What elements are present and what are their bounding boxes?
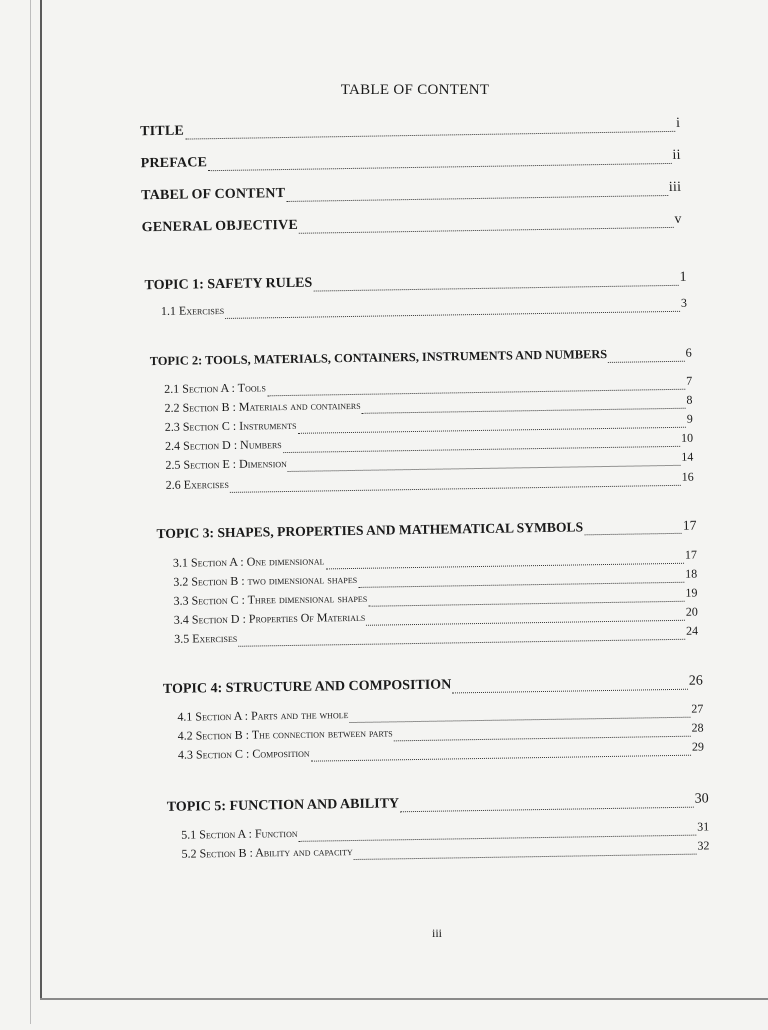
toc-section-label: 2.1 Section A : Tools <box>164 380 267 396</box>
toc-section-label: 2.5 Section E : Dimension <box>165 456 287 472</box>
toc-entry-label: GENERAL OBJECTIVE <box>141 217 299 236</box>
toc-section-label: 2.6 Exercises <box>165 476 229 492</box>
toc-entry-page: ii <box>672 147 681 163</box>
toc-section-label: 3.2 Section B : two dimensional shapes <box>173 571 358 589</box>
toc-section-label: 1.1 Exercises <box>160 302 225 318</box>
toc-topic-1 <box>144 270 686 299</box>
toc-section-label: 2.3 Section C : Instruments <box>164 417 297 434</box>
toc-section-label: 4.2 Section B : The connection between parts <box>177 725 393 743</box>
leader-dots <box>185 131 675 140</box>
toc-section-label: 3.5 Exercises <box>174 630 238 646</box>
toc-section-page: 16 <box>681 469 694 484</box>
leader-dots <box>238 639 685 647</box>
toc-section-page: 3 <box>680 295 688 310</box>
toc-section-page: 17 <box>684 547 698 562</box>
toc-topic-page: 1 <box>679 269 687 285</box>
toc-section-label: 4.3 Section C : Composition <box>177 745 310 762</box>
leader-dots <box>608 361 684 363</box>
toc-entry-page: v <box>674 211 682 227</box>
toc-section-page: 28 <box>691 720 704 735</box>
page-title: TABLE OF CONTENT <box>340 82 490 98</box>
leader-dots <box>354 854 697 860</box>
toc-section-label: 4.1 Section A : Parts and the whole <box>177 707 349 724</box>
toc-entry-title <box>140 116 680 144</box>
toc-entry-table-of-content <box>141 180 681 208</box>
toc-section-page: 9 <box>686 411 693 426</box>
leader-dots <box>299 227 673 234</box>
toc-topic-page: 6 <box>685 345 692 360</box>
toc-section-label: 3.3 Section C : Three dimensional shapes <box>173 590 368 608</box>
leader-dots <box>400 807 694 813</box>
toc-section-page: 32 <box>697 838 710 853</box>
leader-dots <box>286 195 668 202</box>
toc-entry-label: PREFACE <box>140 155 208 172</box>
leader-dots <box>452 689 688 694</box>
toc-topic-5 <box>167 791 709 820</box>
toc-section-label: 2.4 Section D : Numbers <box>165 437 282 453</box>
toc-entry-label: TABEL OF CONTENT <box>141 186 286 204</box>
toc-topic-4 <box>163 674 703 702</box>
toc-entry-general-objective <box>142 212 682 240</box>
toc-topic-page: 26 <box>688 673 703 689</box>
toc-section-1-1 <box>161 296 687 324</box>
toc-topic-3 <box>156 518 696 546</box>
toc-section-label: 3.1 Section A : One dimensional <box>172 553 325 570</box>
toc-section-page: 19 <box>685 585 698 600</box>
leader-dots <box>208 163 671 171</box>
toc-section-page: 29 <box>691 739 705 754</box>
toc-section-page: 14 <box>681 449 694 464</box>
toc-topic-label: TOPIC 1: SAFETY RULES <box>144 275 313 294</box>
leader-dots <box>225 311 680 319</box>
toc-section-label: 5.1 Section A : Function <box>181 825 298 842</box>
leader-dots <box>311 755 691 762</box>
toc-section-page: 27 <box>691 701 704 716</box>
toc-section-page: 10 <box>680 430 694 445</box>
toc-topic-label: TOPIC 5: FUNCTION AND ABILITY <box>166 796 400 815</box>
toc-section-label: 5.2 Section B : Ability and capacity <box>181 844 353 861</box>
toc-section-page: 18 <box>685 566 698 581</box>
toc-entry-preface <box>141 148 681 176</box>
leader-dots <box>584 533 682 536</box>
toc-entry-label: TITLE <box>140 123 185 140</box>
toc-topic-label: TOPIC 3: SHAPES, PROPERTIES AND MATHEMATICAL SYMBOLS <box>156 519 584 542</box>
toc-section-label: 3.4 Section D : Properties Of Materials <box>173 609 366 627</box>
leader-dots <box>313 285 678 292</box>
toc-topic-label: TOPIC 2: TOOLS, MATERIALS, CONTAINERS, INSTRUMENTS AND NUMBERS <box>149 346 608 369</box>
page-number: iii <box>431 926 442 940</box>
toc-section-page: 24 <box>685 623 699 638</box>
toc-section-page: 7 <box>686 373 693 388</box>
leader-dots <box>230 485 681 493</box>
toc-entry-page: i <box>675 115 681 131</box>
toc-entry-page: iii <box>668 179 682 195</box>
toc-section-label: 2.2 Section B : Materials and containers <box>164 397 361 415</box>
toc-topic-label: TOPIC 4: STRUCTURE AND COMPOSITION <box>162 677 452 697</box>
toc-topic-page: 30 <box>694 791 709 807</box>
toc-section-page: 8 <box>686 392 693 407</box>
toc-topic-2 <box>150 346 692 375</box>
toc-topic-page: 17 <box>682 517 697 533</box>
toc-section-page: 31 <box>697 819 710 834</box>
toc-section-page: 20 <box>685 604 698 619</box>
